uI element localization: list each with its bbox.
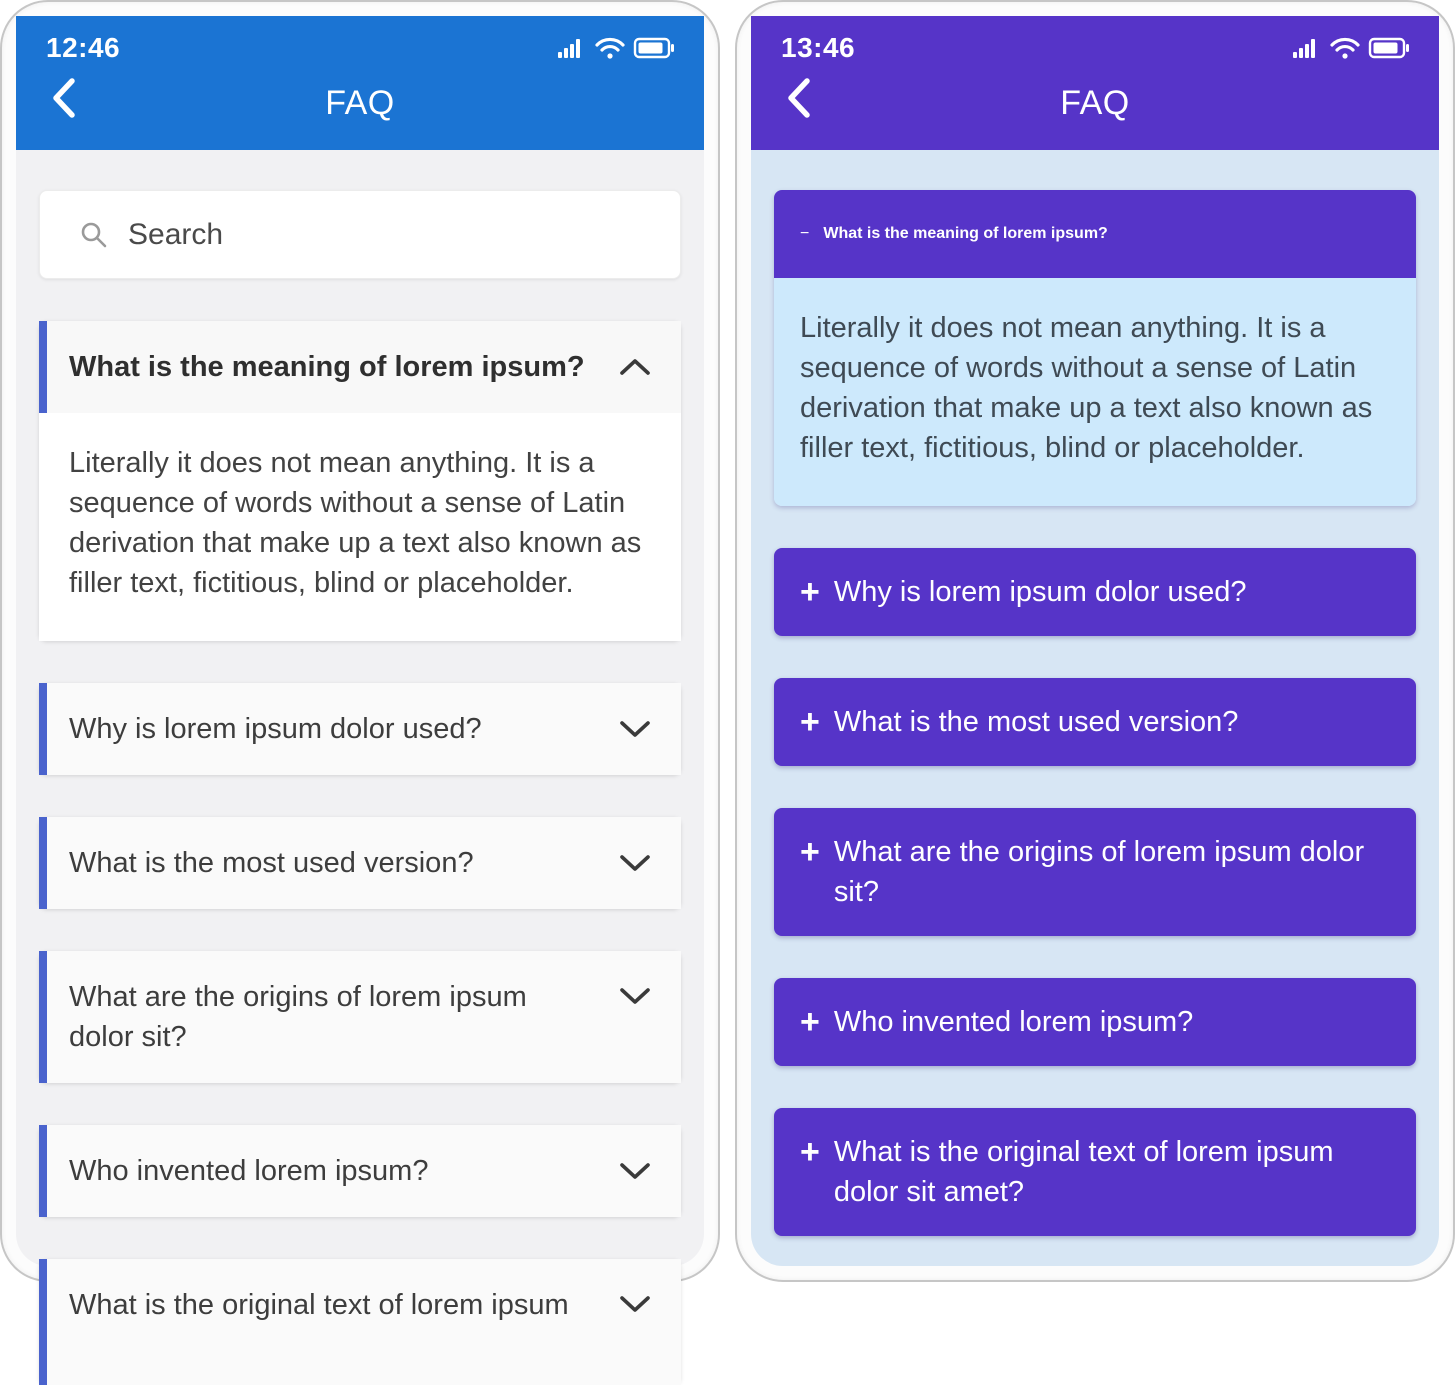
screen-right: [751, 16, 1439, 1266]
wifi-icon: [595, 37, 625, 59]
faq-list-left: [16, 150, 704, 1385]
back-button[interactable]: [777, 70, 821, 126]
chevron-down-icon[interactable]: [619, 854, 651, 872]
faq-item[interactable]: [774, 548, 1416, 636]
faq-question: Who invented lorem ipsum?: [833, 1006, 1194, 1038]
faq-question: What are the origins of lorem ipsum dolor sit?: [69, 981, 527, 1053]
wifi-icon: [1330, 37, 1360, 59]
battery-icon: [1369, 38, 1409, 58]
faq-answer: Literally it does not mean anything. It is a sequence of words without a sense of Latin derivation that make up a text also known as filler text, fictitious, blind or placeholder.: [774, 278, 1416, 506]
chevron-down-icon[interactable]: [619, 1162, 651, 1180]
page-title: FAQ: [1060, 83, 1130, 122]
signal-icon: [558, 37, 586, 59]
chevron-down-icon[interactable]: [619, 987, 651, 1005]
status-icons: [1293, 37, 1409, 59]
faq-question-row[interactable]: [39, 683, 681, 775]
status-time: 12:46: [46, 32, 121, 63]
chevron-down-icon[interactable]: [619, 1295, 651, 1313]
faq-item: [39, 951, 681, 1083]
faq-item[interactable]: [774, 808, 1416, 936]
faq-question: What is the original text of lorem ipsum dolor sit amet?: [833, 1136, 1334, 1208]
plus-icon: +: [800, 703, 820, 741]
status-time: 13:46: [781, 32, 856, 63]
faq-question: What is the most used version?: [833, 706, 1239, 738]
faq-question: What are the origins of lorem ipsum dolor sit?: [833, 836, 1365, 908]
plus-icon: +: [800, 1003, 820, 1041]
chevron-up-icon[interactable]: [619, 358, 651, 376]
faq-list-right: [751, 150, 1439, 1266]
faq-question-row[interactable]: [39, 817, 681, 909]
faq-question: Why is lorem ipsum dolor used?: [69, 713, 482, 745]
faq-item-expanded: [774, 190, 1416, 506]
faq-item: [39, 1259, 681, 1385]
plus-icon: +: [800, 573, 820, 611]
faq-question: What is the meaning of lorem ipsum?: [823, 225, 1108, 242]
status-bar: [751, 16, 1439, 64]
phone-frame-left: [0, 0, 720, 1321]
faq-question: Why is lorem ipsum dolor used?: [833, 576, 1247, 608]
back-chevron-icon: [51, 77, 77, 119]
screen-left: [16, 16, 704, 1321]
minus-icon: −: [800, 225, 810, 242]
plus-icon: +: [800, 833, 820, 871]
faq-question-row[interactable]: [39, 321, 681, 413]
faq-question-row[interactable]: [39, 951, 681, 1083]
appbar-left: [16, 16, 704, 150]
nav-bar: [16, 64, 704, 142]
nav-bar: [751, 64, 1439, 142]
faq-item-expanded: [39, 321, 681, 641]
search-input[interactable]: [39, 190, 681, 279]
back-button[interactable]: [42, 70, 86, 126]
faq-item[interactable]: [774, 978, 1416, 1066]
status-icons: [558, 37, 674, 59]
faq-question-row[interactable]: [39, 1125, 681, 1217]
faq-answer: Literally it does not mean anything. It is a sequence of words without a sense of Latin derivation that make up a text also known as filler text, fictitious, blind or placeholder.: [39, 413, 681, 641]
plus-icon: +: [800, 1133, 820, 1171]
faq-question: Who invented lorem ipsum?: [69, 1155, 429, 1187]
signal-icon: [1293, 37, 1321, 59]
faq-question: What is the original text of lorem ipsum: [69, 1289, 569, 1321]
faq-question: What is the meaning of lorem ipsum?: [69, 351, 585, 383]
faq-question-row[interactable]: [39, 1259, 681, 1385]
status-bar: [16, 16, 704, 64]
back-chevron-icon: [786, 77, 812, 119]
faq-item[interactable]: [774, 1108, 1416, 1236]
phone-frame-right: [735, 0, 1455, 1282]
faq-item: [39, 1125, 681, 1217]
faq-item: [39, 683, 681, 775]
page-title: FAQ: [325, 83, 395, 122]
faq-item: [39, 817, 681, 909]
faq-question: What is the most used version?: [69, 847, 474, 879]
faq-question-row[interactable]: [774, 190, 1416, 278]
appbar-right: [751, 16, 1439, 150]
search-placeholder: Search: [128, 217, 224, 251]
faq-item[interactable]: [774, 678, 1416, 766]
search-icon: [80, 221, 108, 249]
battery-icon: [634, 38, 674, 58]
chevron-down-icon[interactable]: [619, 720, 651, 738]
